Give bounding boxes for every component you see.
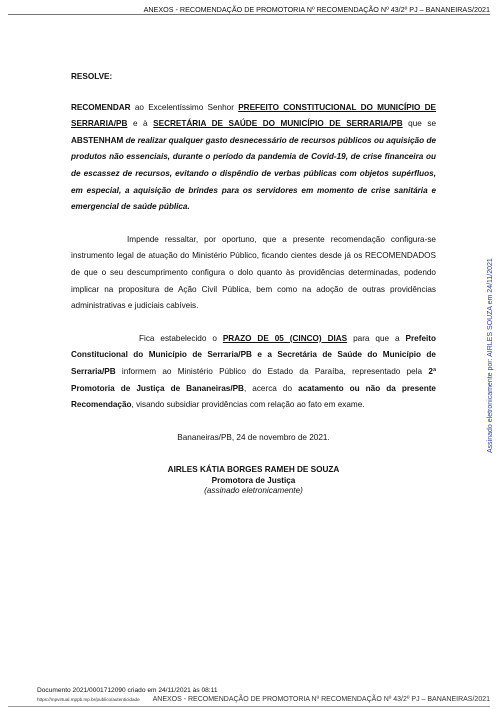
- prefeito-addressee: PREFEITO CONSTITUCIONAL DO MUNICÍPIO DE SERRARIA/PB: [71, 102, 437, 129]
- acatamento-term: acatamento ou não da presente Recomendação: [71, 383, 436, 410]
- text-run: informem ao Ministério Público do Estado da Paraíba, representado pela: [115, 366, 429, 376]
- text-run: , acerca do: [243, 383, 299, 393]
- footer-authenticity-url[interactable]: https://mpvirtual.mppb.mp.br/publico/autenticidade: [37, 697, 140, 702]
- electronic-signature-stamp: Assinado eletronicamente por: AIRLES SOUZA em 24/11/2021: [487, 258, 494, 453]
- text-run: para que a: [347, 333, 406, 343]
- prazo-term: PRAZO DE 05 (CINCO) DIAS: [222, 333, 348, 343]
- recommendation-paragraph: [71, 100, 436, 216]
- impende-paragraph: Impende ressaltar, por oportuno, que a presente recomendação configura-se instrumento legal de atuação do Ministério Público, ficando cientes desde já os RECOMENDADOS de que o seu descumprimento configura o dolo quanto às providências determinadas, podendo implicar na propositura de Ação Civil Pública, bem como na adoção de outras providências administrativas e judiciais cabíveis.: [71, 234, 436, 311]
- signature-block: [71, 465, 436, 497]
- signatory-name: AIRLES KÁTIA BORGES RAMEH DE SOUZA: [167, 465, 340, 475]
- footer-rule: [8, 706, 490, 707]
- resolve-heading: RESOLVE:: [71, 72, 113, 81]
- prazo-addressees: Prefeito Constitucional do Município de Serraria/PB e a Secretária de Saúde do Município de Serraria/PB: [71, 333, 436, 376]
- secretaria-addressee: SECRETÁRIA DE SAÚDE DO MUNICÍPIO DE SERRARIA/PB: [153, 119, 403, 129]
- footer-document-id: Documento 2021/0001712090 criado em 24/11/2021 às 08:11: [37, 687, 218, 694]
- text-run: e à: [127, 119, 154, 129]
- page-header: ANEXOS - RECOMENDAÇÃO DE PROMOTORIA Nº RECOMENDAÇÃO Nº 43/2º PJ – BANANEIRAS/2021: [143, 5, 490, 14]
- header-rule: [8, 14, 490, 15]
- document-body: [71, 69, 436, 497]
- abstenham-term: ABSTENHAM: [71, 135, 124, 145]
- recommendation-detail: de realizar qualquer gasto desnecessário de recursos públicos ou aquisição de produtos não essenciais, durante o período da pandemia de Covid-19, de crise financeira ou de escassez de recursos, evitando o dispêndio de verbas públicas com objetos supérfluos, em especial, a aquisição de brindes para os servidores em momento de crise sanitária e emergencial de saúde pública.: [71, 135, 436, 212]
- signature-note: (assinado eletronicamente): [204, 486, 303, 496]
- footer-header: ANEXOS - RECOMENDAÇÃO DE PROMOTORIA Nº RECOMENDAÇÃO Nº 43/2º PJ – BANANEIRAS/2021: [152, 696, 490, 703]
- text-run: que se: [402, 119, 437, 129]
- document-date: Bananeiras/PB, 24 de novembro de 2021.: [177, 432, 330, 442]
- promotoria-name: 2ª Promotoria de Justiça de Bananeiras/PB: [71, 366, 436, 393]
- prazo-paragraph: [71, 331, 436, 414]
- text-run: , visando subsidiar providências com relação ao fato em exame.: [131, 400, 365, 410]
- recomendar-term: RECOMENDAR: [71, 102, 131, 112]
- text-run: ao Excelentíssimo Senhor: [130, 102, 239, 112]
- signatory-role: Promotora de Justiça: [211, 475, 296, 485]
- text-run: Fica estabelecido o: [139, 333, 223, 343]
